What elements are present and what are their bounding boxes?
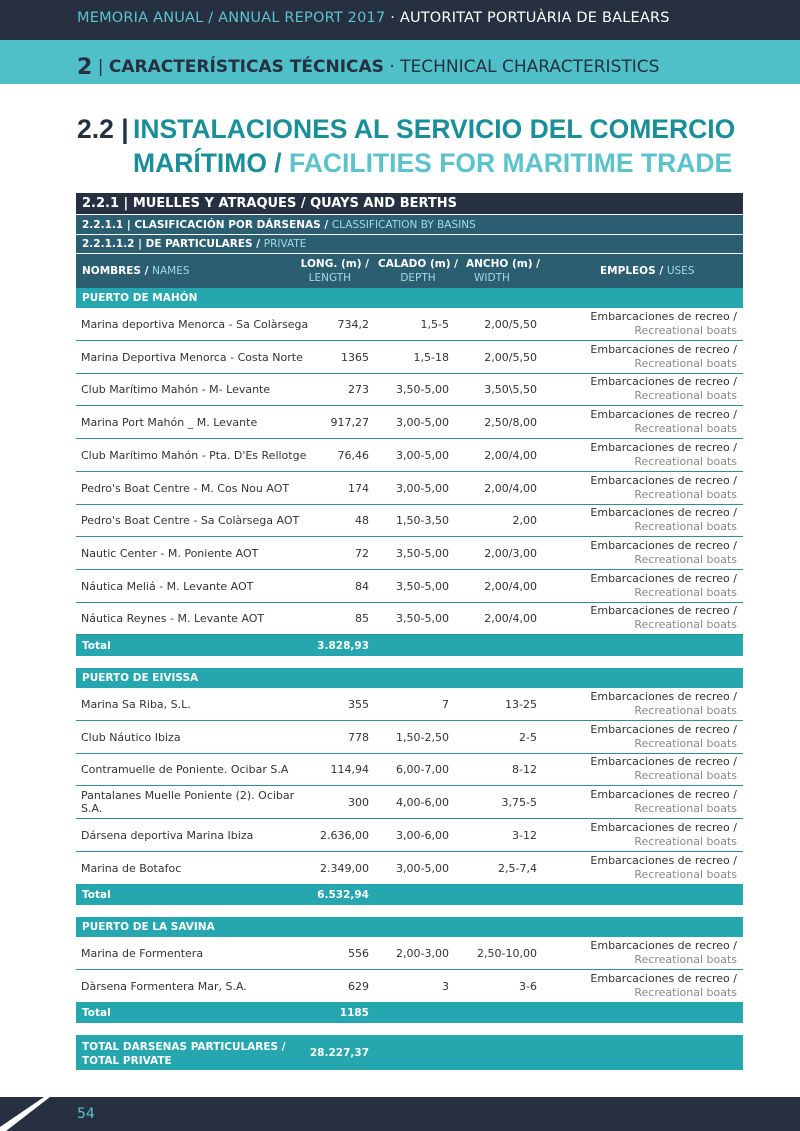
table-row: [76, 439, 743, 472]
port-total-row: [76, 884, 743, 905]
col-width-es: ANCHO (m) /: [465, 258, 540, 270]
total-label: Total: [82, 889, 111, 901]
length-value: 76,46: [337, 448, 369, 462]
facility-name: Dársena deportiva Marina Ibiza: [81, 828, 254, 842]
heading-line-2: [133, 146, 732, 180]
col-names-en: NAMES: [152, 265, 190, 277]
facility-name: Pantalanes Muelle Poniente (2). Ocibar S.A.: [81, 789, 295, 816]
use-en: Recreational boats: [634, 520, 737, 534]
facility-name: Marina Sa Riba, S.L.: [81, 698, 191, 711]
use-es: Embarcaciones de recreo /: [590, 408, 737, 422]
use-en: Recreational boats: [634, 487, 737, 501]
use-en: Recreational boats: [634, 834, 737, 848]
column-headers: [76, 254, 743, 288]
use-es: Embarcaciones de recreo /: [590, 971, 737, 985]
table-header-quays: 2.2.1 | MUELLES Y ATRAQUES / QUAYS AND BERTHS: [76, 193, 743, 215]
length-value: 273: [348, 383, 369, 397]
facility-name: Náutica Reynes - M. Levante AOT: [81, 612, 265, 626]
use-en: Recreational boats: [634, 704, 737, 717]
col-width: [466, 257, 540, 285]
depth-value: 6,00-7,00: [396, 763, 449, 777]
width-value: 3-12: [512, 828, 537, 842]
use-en: Recreational boats: [634, 736, 737, 750]
width-value: 2-5: [519, 730, 537, 744]
total-label: Total: [82, 1007, 111, 1019]
depth-value: 1,5-18: [413, 350, 449, 364]
facility-name: Pedro's Boat Centre - Sa Colàrsega AOT: [81, 514, 300, 528]
depth-value: 3,00-5,00: [396, 861, 449, 875]
depth-value: 2,00-3,00: [396, 947, 449, 960]
table-row: [76, 937, 743, 970]
grand-total-label-es: TOTAL DARSENAS PARTICULARES /: [82, 1041, 286, 1053]
port-total-row: [76, 635, 743, 656]
report-header-bar: [0, 0, 800, 40]
use-en: Recreational boats: [634, 389, 737, 403]
use-value: [590, 375, 737, 403]
total-label: Total: [82, 640, 111, 652]
footer-corner-stripe: [0, 1097, 60, 1131]
col-length-en: LENGTH: [308, 272, 352, 284]
col-names-es: NOMBRES /: [82, 265, 153, 277]
length-value: 2.636,00: [320, 828, 369, 842]
table-row: [76, 537, 743, 570]
depth-value: 1,50-3,50: [396, 514, 449, 528]
use-value: [590, 474, 737, 502]
basins-label-en: CLASSIFICATION BY BASINS: [331, 219, 476, 231]
depth-value: 3,00-5,00: [396, 448, 449, 462]
section-number: 2: [77, 55, 93, 80]
width-value: 2,50-10,00: [477, 947, 537, 960]
page-number: 54: [77, 1106, 95, 1122]
table-header-private: [76, 235, 743, 254]
col-depth-en: DEPTH: [400, 272, 436, 284]
width-value: 2,00/5,50: [484, 350, 537, 364]
report-title-en: ANNUAL REPORT 2017: [213, 10, 391, 26]
length-value: 72: [355, 546, 369, 560]
use-en: Recreational boats: [634, 953, 737, 966]
width-value: 13-25: [505, 698, 537, 711]
use-en: Recreational boats: [634, 618, 737, 632]
use-es: Embarcaciones de recreo /: [590, 755, 737, 769]
use-en: Recreational boats: [634, 867, 737, 881]
table-row: [76, 852, 743, 885]
length-value: 556: [348, 947, 369, 960]
use-value: [590, 506, 737, 534]
use-en: Recreational boats: [634, 802, 737, 816]
use-value: [590, 441, 737, 469]
use-value: [590, 572, 737, 600]
use-value: [590, 788, 737, 816]
depth-value: 3,50-5,00: [396, 579, 449, 593]
port-group-header: PUERTO DE MAHÓN: [76, 288, 743, 308]
use-value: [590, 723, 737, 751]
use-en: Recreational boats: [634, 769, 737, 783]
facility-name: Marina de Formentera: [81, 947, 204, 960]
depth-value: 3,50-5,00: [396, 546, 449, 560]
width-value: 3-6: [519, 979, 537, 993]
use-value: [590, 690, 737, 718]
use-es: Embarcaciones de recreo /: [590, 506, 737, 520]
facility-name: Club Marítimo Mahón - Pta. D'Es Rellotge: [81, 448, 307, 462]
use-es: Embarcaciones de recreo /: [590, 820, 737, 834]
total-value: 6.532,94: [317, 889, 369, 901]
basins-label-es: 2.2.1.1 | CLASIFICACIÓN POR DÁRSENAS /: [82, 219, 332, 231]
facility-name: Club Marítimo Mahón - M- Levante: [81, 383, 271, 397]
width-value: 2,00/4,00: [484, 612, 537, 626]
length-value: 734,2: [337, 318, 369, 331]
depth-value: 7: [442, 698, 449, 711]
use-es: Embarcaciones de recreo /: [590, 440, 737, 454]
use-value: [590, 755, 737, 783]
width-value: 3,75-5: [501, 796, 537, 810]
col-width-en: WIDTH: [474, 272, 510, 284]
grand-total-value: 28.227,37: [309, 1047, 369, 1059]
col-uses: [600, 264, 694, 278]
length-value: 1365: [341, 350, 369, 364]
use-es: Embarcaciones de recreo /: [590, 788, 737, 802]
col-length-es: LONG. (m) /: [300, 258, 369, 270]
length-value: 48: [355, 514, 369, 528]
use-value: [590, 821, 737, 849]
section-title-es: CARACTERÍSTICAS TÉCNICAS: [108, 57, 384, 77]
report-title-es: MEMORIA ANUAL /: [77, 10, 214, 26]
table-row: [76, 970, 743, 1003]
facility-name: Club Náutico Ibiza: [81, 730, 181, 744]
private-label-en: PRIVATE: [263, 238, 307, 250]
depth-value: 3,00-5,00: [396, 416, 449, 430]
use-es: Embarcaciones de recreo /: [590, 604, 737, 618]
use-es: Embarcaciones de recreo /: [590, 473, 737, 487]
port-group-header: PUERTO DE EIVISSA: [76, 668, 743, 688]
use-value: [590, 604, 737, 632]
use-value: [590, 343, 737, 371]
private-label-es: 2.2.1.1.2 | DE PARTICULARES /: [82, 238, 264, 250]
width-value: 2,5-7,4: [498, 861, 537, 875]
table-row: [76, 721, 743, 754]
length-value: 917,27: [330, 416, 369, 430]
total-value: 3.828,93: [317, 640, 369, 652]
table-row: [76, 373, 743, 406]
length-value: 114,94: [330, 763, 369, 777]
use-es: Embarcaciones de recreo /: [590, 571, 737, 585]
depth-value: 1,5-5: [420, 318, 449, 331]
grand-total-row: [76, 1035, 743, 1070]
use-es: Embarcaciones de recreo /: [590, 939, 737, 952]
depth-value: 3,50-5,00: [396, 383, 449, 397]
width-value: 3,50\5,50: [484, 383, 537, 397]
use-value: [590, 408, 737, 436]
use-es: Embarcaciones de recreo /: [590, 375, 737, 389]
section-title: [77, 53, 659, 78]
depth-value: 1,50-2,50: [396, 730, 449, 744]
table-row: [76, 406, 743, 439]
use-es: Embarcaciones de recreo /: [590, 342, 737, 356]
width-value: 8-12: [512, 763, 537, 777]
length-value: 778: [348, 730, 369, 744]
use-en: Recreational boats: [634, 585, 737, 599]
facility-name: Marina Deportiva Menorca - Costa Norte: [81, 350, 303, 364]
width-value: 2,00/3,00: [484, 546, 537, 560]
use-es: Embarcaciones de recreo /: [590, 310, 737, 323]
use-en: Recreational boats: [634, 324, 737, 337]
length-value: 300: [348, 796, 369, 810]
facility-name: Dàrsena Formentera Mar, S.A.: [81, 979, 247, 993]
report-title: [77, 10, 670, 26]
table-row: [76, 504, 743, 537]
col-names: [82, 264, 190, 278]
page-footer: [0, 1097, 800, 1131]
use-es: Embarcaciones de recreo /: [590, 690, 737, 703]
table-row: [76, 688, 743, 721]
table-row: [76, 602, 743, 635]
length-value: 84: [355, 579, 369, 593]
facility-name: Nautic Center - M. Poniente AOT: [81, 546, 259, 560]
use-en: Recreational boats: [634, 985, 737, 999]
col-depth-es: CALADO (m) /: [378, 258, 458, 270]
use-en: Recreational boats: [634, 552, 737, 566]
depth-value: 3,50-5,00: [396, 612, 449, 626]
heading-line-2-es: MARÍTIMO /: [133, 148, 290, 178]
width-value: 2,50/8,00: [484, 416, 537, 430]
table-row: [76, 472, 743, 505]
width-value: 2,00/4,00: [484, 481, 537, 495]
depth-value: 3,00-5,00: [396, 481, 449, 495]
use-en: Recreational boats: [634, 422, 737, 436]
facility-name: Marina deportiva Menorca - Sa Colàrsega: [81, 318, 309, 331]
table-row: [76, 753, 743, 786]
length-value: 629: [348, 979, 369, 993]
use-value: [590, 972, 737, 1000]
table-row: [76, 570, 743, 603]
table-row: [76, 341, 743, 374]
use-es: Embarcaciones de recreo /: [590, 853, 737, 867]
use-es: Embarcaciones de recreo /: [590, 538, 737, 552]
length-value: 2.349,00: [320, 861, 369, 875]
facility-name: Náutica Meliá - M. Levante AOT: [81, 579, 254, 593]
facility-name: Pedro's Boat Centre - M. Cos Nou AOT: [81, 481, 290, 495]
grand-total-label: [82, 1040, 286, 1068]
width-value: 2,00/4,00: [484, 448, 537, 462]
grand-total-label-en: TOTAL PRIVATE: [82, 1055, 172, 1067]
length-value: 355: [348, 698, 369, 711]
width-value: 2,00: [512, 514, 537, 528]
col-depth: [378, 257, 458, 285]
table-row: [76, 308, 743, 341]
port-total-row: [76, 1002, 743, 1023]
depth-value: 3: [442, 979, 449, 993]
width-value: 2,00/5,50: [484, 318, 537, 331]
facility-name: Contramuelle de Poniente. Ocibar S.A: [81, 763, 289, 777]
length-value: 85: [355, 612, 369, 626]
section-bar: [0, 40, 800, 84]
use-es: Embarcaciones de recreo /: [590, 722, 737, 736]
heading-line-1: INSTALACIONES AL SERVICIO DEL COMERCIO: [133, 114, 736, 144]
use-en: Recreational boats: [634, 454, 737, 468]
facility-name: Marina Port Mahón _ M. Levante: [81, 416, 258, 430]
use-value: [590, 539, 737, 567]
facility-name: Marina de Botafoc: [81, 861, 182, 875]
length-value: 174: [348, 481, 369, 495]
table-row: [76, 819, 743, 852]
use-en: Recreational boats: [634, 356, 737, 370]
section-separator: |: [92, 57, 109, 77]
table-row: [76, 786, 743, 819]
depth-value: 3,00-6,00: [396, 828, 449, 842]
use-value: [590, 310, 737, 338]
organization-name: · AUTORITAT PORTUÀRIA DE BALEARS: [390, 10, 670, 26]
depth-value: 4,00-6,00: [396, 796, 449, 810]
table-header-basins: [76, 215, 743, 235]
section-title-en: · TECHNICAL CHARACTERISTICS: [383, 57, 660, 77]
width-value: 2,00/4,00: [484, 579, 537, 593]
use-value: [590, 939, 737, 967]
total-value: 1185: [339, 1007, 369, 1019]
heading-line-2-en: FACILITIES FOR MARITIME TRADE: [289, 148, 733, 178]
port-group-header: PUERTO DE LA SAVINA: [76, 917, 743, 937]
col-uses-en: USES: [666, 265, 695, 277]
col-length: [301, 257, 369, 285]
use-value: [590, 854, 737, 882]
col-uses-es: EMPLEOS /: [600, 265, 667, 277]
heading-number: 2.2 |: [77, 114, 129, 144]
